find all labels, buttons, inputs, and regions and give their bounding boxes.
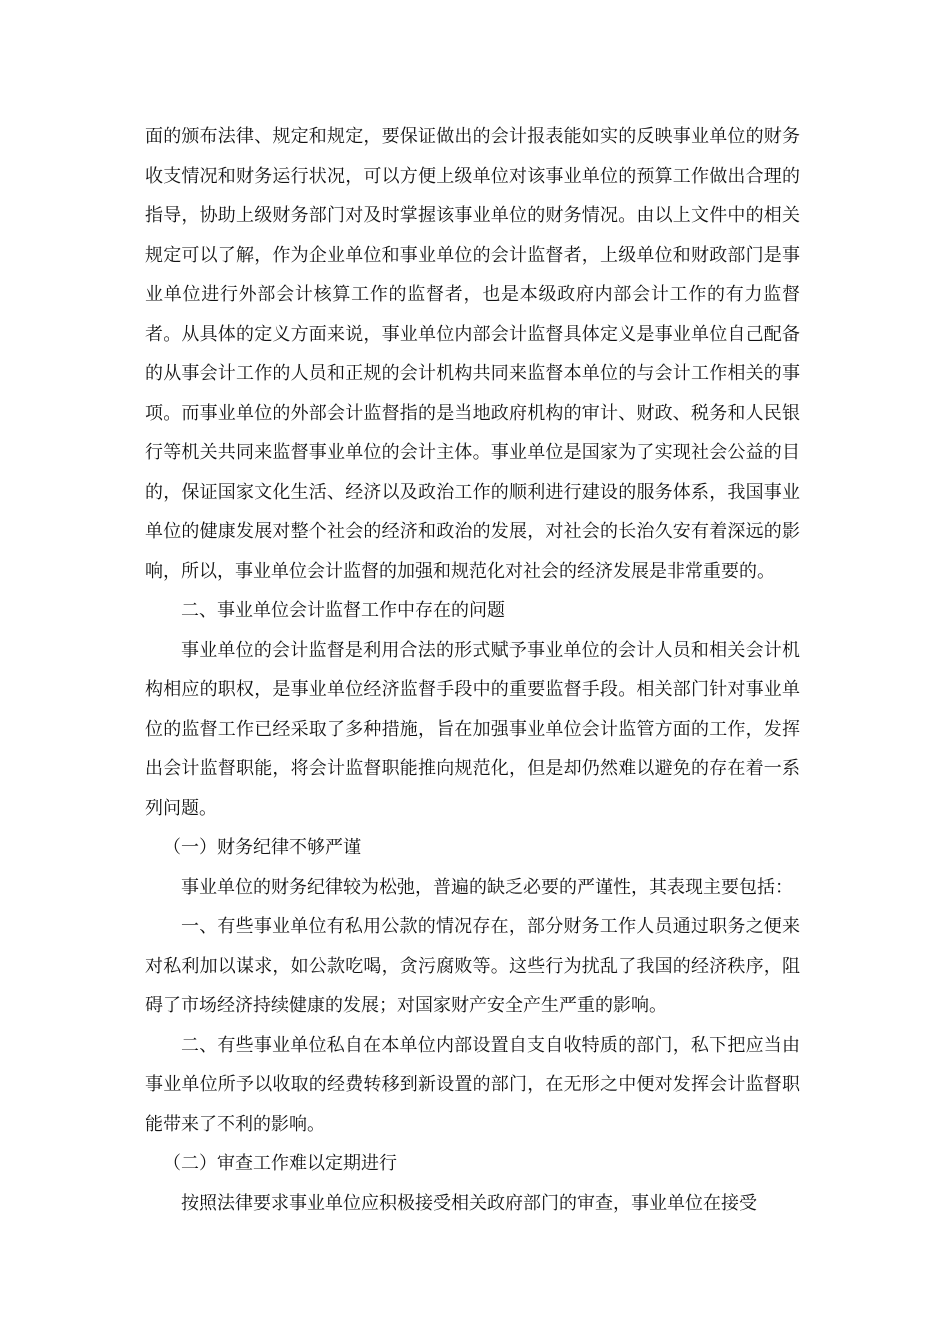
paragraph-section-2-intro: 事业单位的会计监督是利用合法的形式赋予事业单位的会计人员和相关会计机构相应的职权，是事业单位经济监督手段中的重要监督手段。相关部门针对事业单位的监督工作已经采取了多种措施，旨在加强事业单位会计监管方面的工作，发挥出会计监督职能，将会计监督职能推向规范化，但是却仍然难以避免的存在着一系列问题。 bbox=[145, 639, 800, 819]
document-body bbox=[145, 117, 800, 1223]
paragraph-review-work: 按照法律要求事业单位应积极接受相关政府部门的审查，事业单位在接受 bbox=[181, 1192, 757, 1214]
paragraph-point-two: 二、有些事业单位私自在本单位内部设置自支自收特质的部门，私下把应当由事业单位所予以收取的经费转移到新设置的部门，在无形之中便对发挥会计监督职能带来了不利的影响。 bbox=[145, 1034, 800, 1135]
paragraph-point-one: 一、有些事业单位有私用公款的情况存在，部分财务工作人员通过职务之便来对私利加以谋求，如公款吃喝，贪污腐败等。这些行为扰乱了我国的经济秩序，阻碍了市场经济持续健康的发展；对国家财产安全产生严重的影响。 bbox=[145, 916, 800, 1016]
subsection-heading-2: （二）审查工作难以定期进行 bbox=[163, 1153, 397, 1174]
paragraph-continued: 面的颁布法律、规定和规定，要保证做出的会计报表能如实的反映事业单位的财务收支情况和财务运行状况，可以方便上级单位对该事业单位的预算工作做出合理的指导，协助上级财务部门对及时掌握该事业单位的财务情况。由以上文件中的相关规定可以了解，作为企业单位和事业单位的会计监督者，上级单位和财政部门是事业单位进行外部会计核算工作的监督者，也是本级政府内部会计工作的有力监督者。从具体的定义方面来说，事业单位内部会计监督具体定义是事业单位自己配备的从事会计工作的人员和正规的会计机构共同来监督本单位的与会计工作相关的事项。而事业单位的外部会计监督指的是当地政府机构的审计、财政、税务和人民银行等机关共同来监督事业单位的会计主体。事业单位是国家为了实现社会公益的目的，保证国家文化生活、经济以及政治工作的顺利进行建设的服务体系，我国事业单位的健康发展对整个社会的经济和政治的发展，对社会的长治久安有着深远的影响，所以，事业单位会计监督的加强和规范化对社会的经济发展是非常重要的。 bbox=[145, 126, 800, 582]
paragraph-financial-discipline: 事业单位的财务纪律较为松弛，普遍的缺乏必要的严谨性，其表现主要包括： bbox=[181, 876, 793, 898]
section-heading-2: 二、事业单位会计监督工作中存在的问题 bbox=[181, 600, 505, 621]
subsection-heading-1: （一）财务纪律不够严谨 bbox=[163, 837, 361, 858]
